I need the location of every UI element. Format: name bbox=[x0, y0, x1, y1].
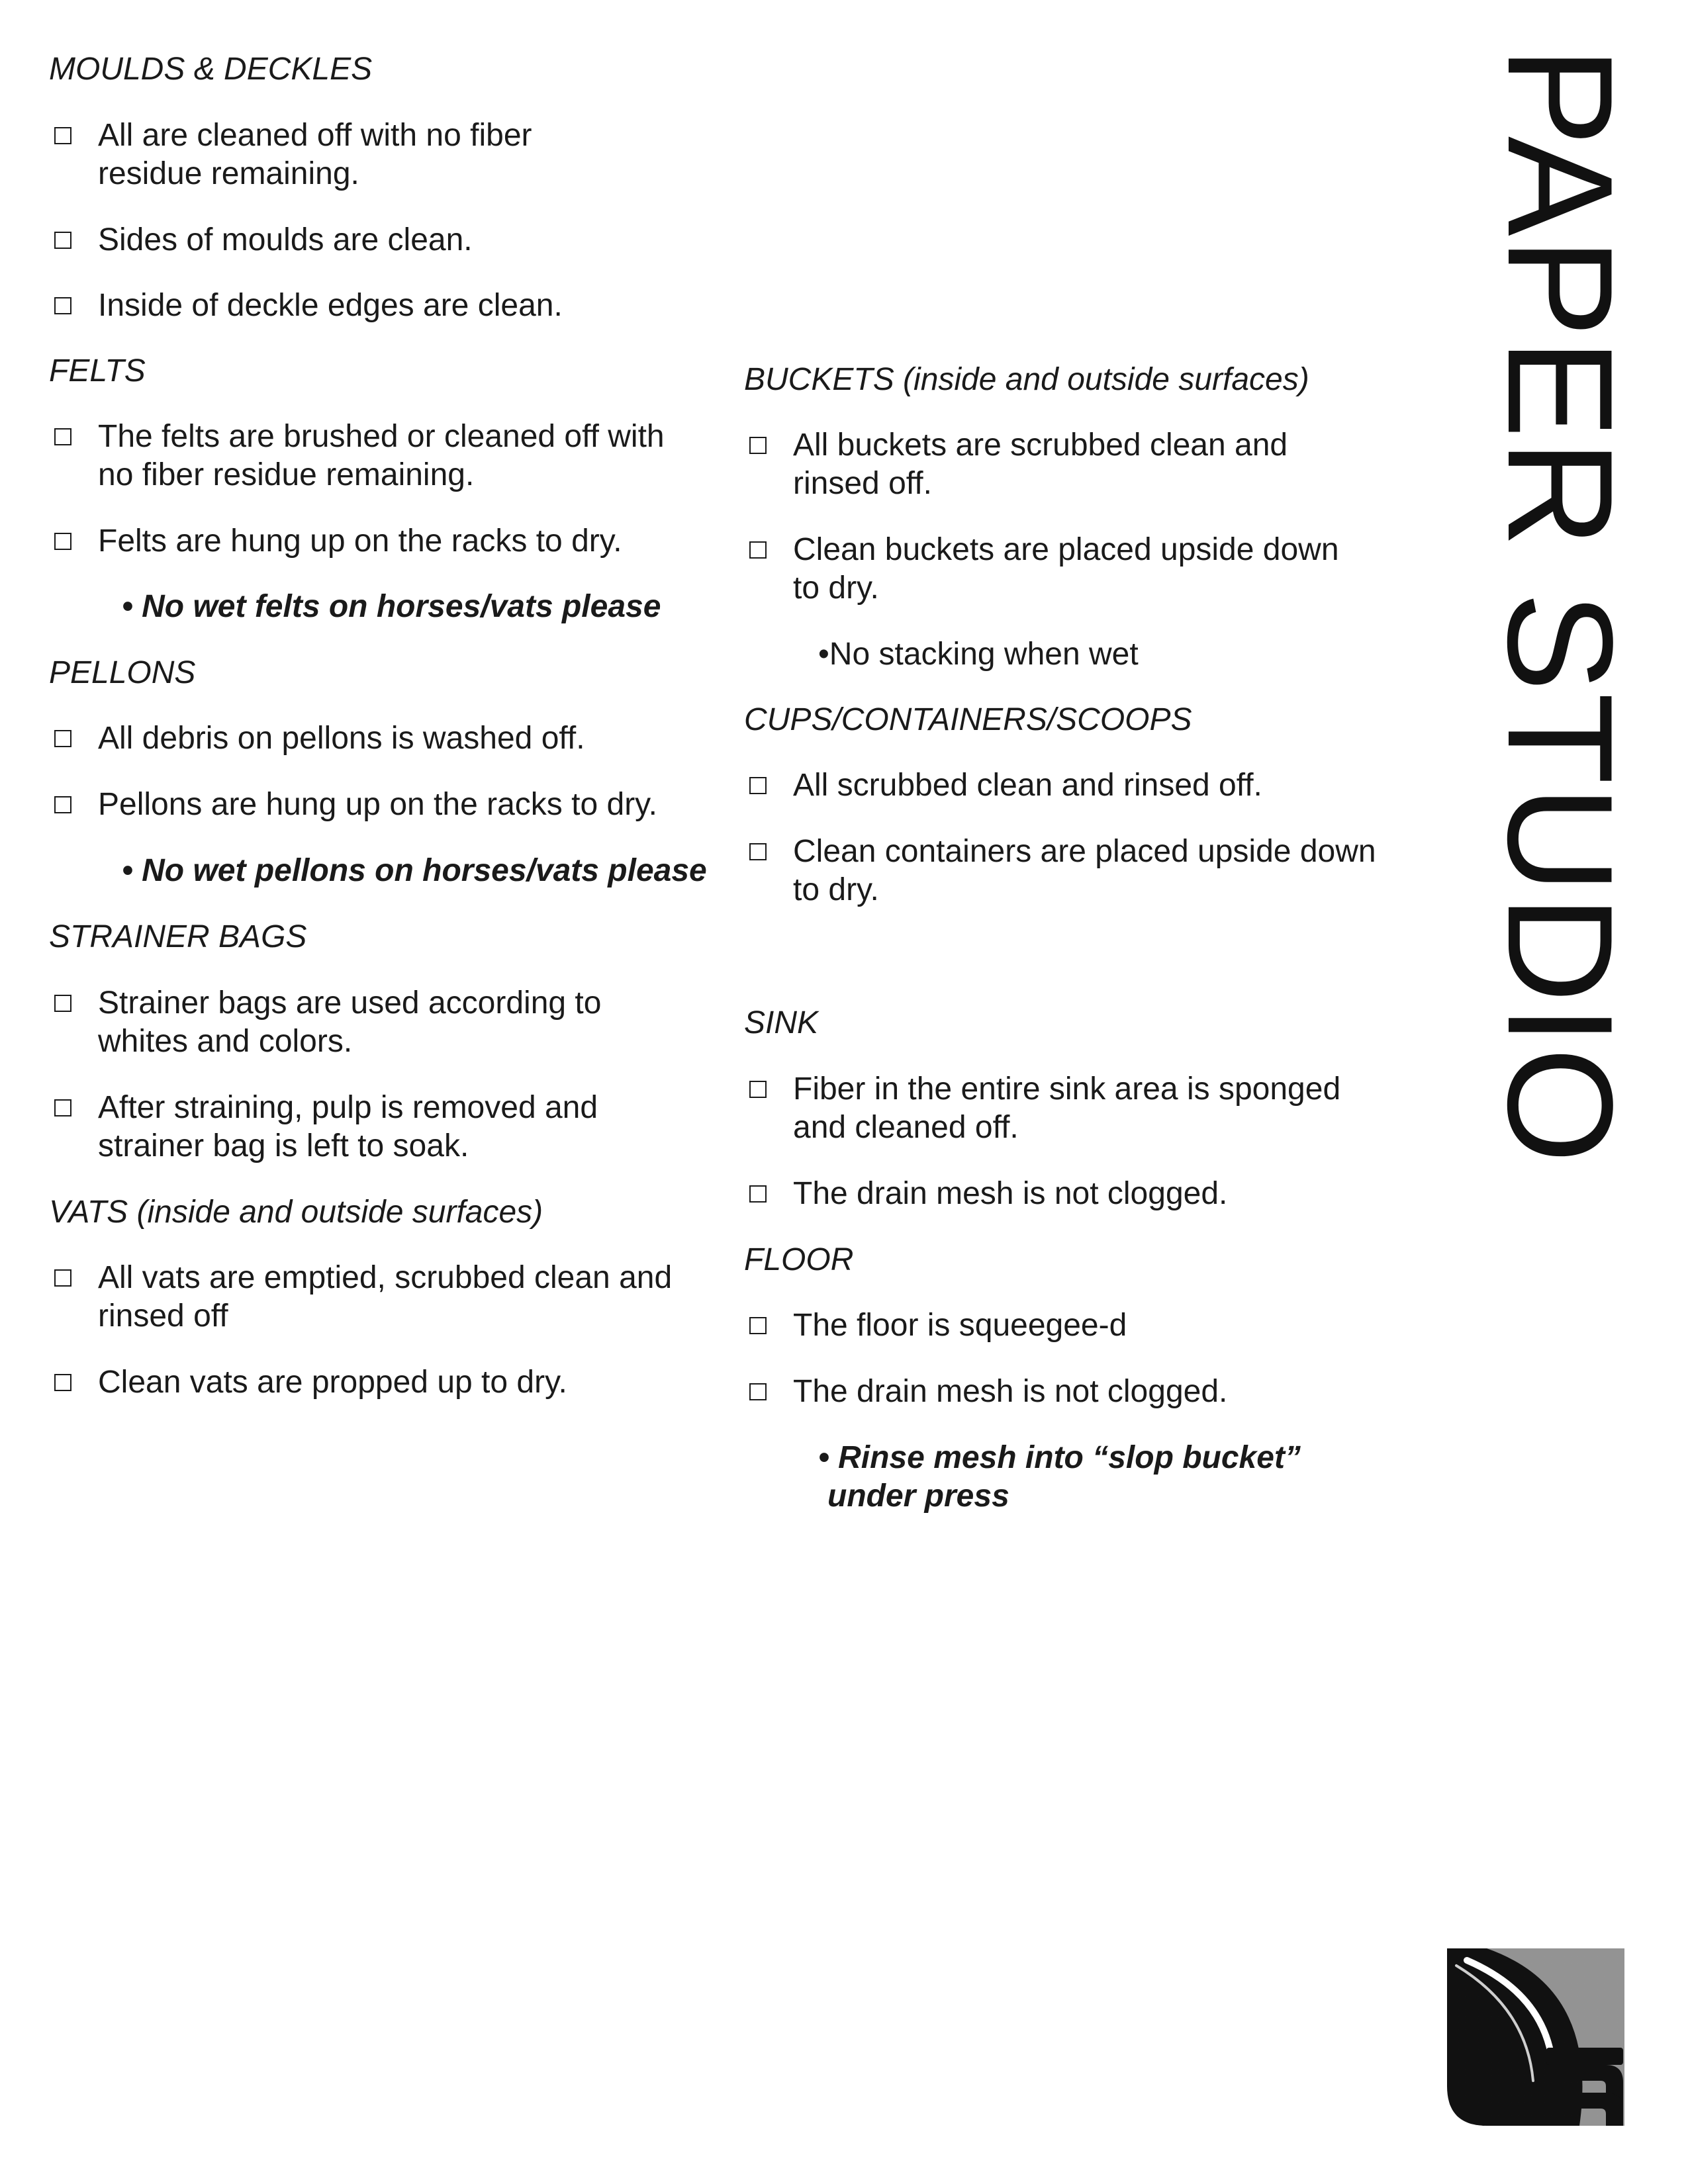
checkbox-icon[interactable] bbox=[54, 232, 71, 249]
item-text: Clean buckets are placed upside down to dry. bbox=[793, 532, 1339, 606]
felts-note: • No wet felts on horses/vats please bbox=[122, 589, 661, 624]
checkbox-icon[interactable] bbox=[54, 1269, 71, 1287]
checkbox-icon[interactable] bbox=[749, 1185, 767, 1203]
page-title: PAPER STUDIO bbox=[1477, 46, 1644, 1165]
checkbox-icon[interactable] bbox=[749, 1081, 767, 1098]
buckets-note: •No stacking when wet bbox=[818, 637, 1139, 672]
floor-note-line2: under press bbox=[827, 1479, 1009, 1514]
item-text: Strainer bags are used according to whites and colors. bbox=[98, 985, 602, 1059]
item-text: All debris on pellons is washed off. bbox=[98, 721, 585, 756]
item-text: The floor is squeegee-d bbox=[793, 1308, 1127, 1343]
section-heading-cups: CUPS/CONTAINERS/SCOOPS bbox=[744, 702, 1192, 737]
checkbox-icon[interactable] bbox=[54, 995, 71, 1012]
item-text: Sides of moulds are clean. bbox=[98, 222, 473, 257]
section-heading-felts: FELTS bbox=[49, 353, 146, 388]
checkbox-icon[interactable] bbox=[54, 1099, 71, 1116]
item-text: The felts are brushed or cleaned off with no fiber residue remaining. bbox=[98, 419, 665, 492]
section-heading-moulds: MOULDS & DECKLES bbox=[49, 52, 373, 87]
pellons-note: • No wet pellons on horses/vats please bbox=[122, 853, 707, 888]
item-text: All buckets are scrubbed clean and rinsed off. bbox=[793, 428, 1288, 501]
section-heading-strainer-bags: STRAINER BAGS bbox=[49, 919, 307, 954]
checkbox-icon[interactable] bbox=[54, 730, 71, 747]
item-text: Clean vats are propped up to dry. bbox=[98, 1365, 567, 1400]
checkbox-icon[interactable] bbox=[54, 297, 71, 314]
checkbox-icon[interactable] bbox=[749, 843, 767, 860]
item-text: The drain mesh is not clogged. bbox=[793, 1176, 1228, 1211]
section-heading-pellons: PELLONS bbox=[49, 655, 196, 690]
item-text: Felts are hung up on the racks to dry. bbox=[98, 523, 622, 559]
checkbox-icon[interactable] bbox=[54, 533, 71, 550]
checkbox-icon[interactable] bbox=[54, 428, 71, 445]
floor-note-line1: • Rinse mesh into “slop bucket” bbox=[818, 1440, 1301, 1475]
checkbox-icon[interactable] bbox=[749, 1317, 767, 1334]
item-text: Pellons are hung up on the racks to dry. bbox=[98, 787, 657, 822]
item-text: All are cleaned off with no fiber residue remaining. bbox=[98, 118, 532, 191]
checkbox-icon[interactable] bbox=[749, 777, 767, 794]
checkbox-icon[interactable] bbox=[54, 1374, 71, 1391]
section-heading-vats: VATS (inside and outside surfaces) bbox=[49, 1195, 543, 1230]
checkbox-icon[interactable] bbox=[749, 1383, 767, 1400]
item-text: Fiber in the entire sink area is sponged and cleaned off. bbox=[793, 1071, 1341, 1145]
item-text: All vats are emptied, scrubbed clean and rinsed off bbox=[98, 1260, 673, 1334]
item-text: All scrubbed clean and rinsed off. bbox=[793, 768, 1262, 803]
item-text: Clean containers are placed upside down to dry. bbox=[793, 834, 1376, 907]
section-heading-sink: SINK bbox=[744, 1005, 819, 1040]
m-logo-icon bbox=[1447, 1948, 1624, 2126]
item-text: The drain mesh is not clogged. bbox=[793, 1374, 1228, 1409]
checkbox-icon[interactable] bbox=[749, 437, 767, 454]
item-text: Inside of deckle edges are clean. bbox=[98, 288, 563, 323]
item-text: After straining, pulp is removed and strainer bag is left to soak. bbox=[98, 1090, 598, 1163]
checkbox-icon[interactable] bbox=[54, 127, 71, 144]
checkbox-icon[interactable] bbox=[54, 796, 71, 813]
section-heading-buckets: BUCKETS (inside and outside surfaces) bbox=[744, 362, 1309, 397]
section-heading-floor: FLOOR bbox=[744, 1242, 854, 1277]
checkbox-icon[interactable] bbox=[749, 541, 767, 559]
